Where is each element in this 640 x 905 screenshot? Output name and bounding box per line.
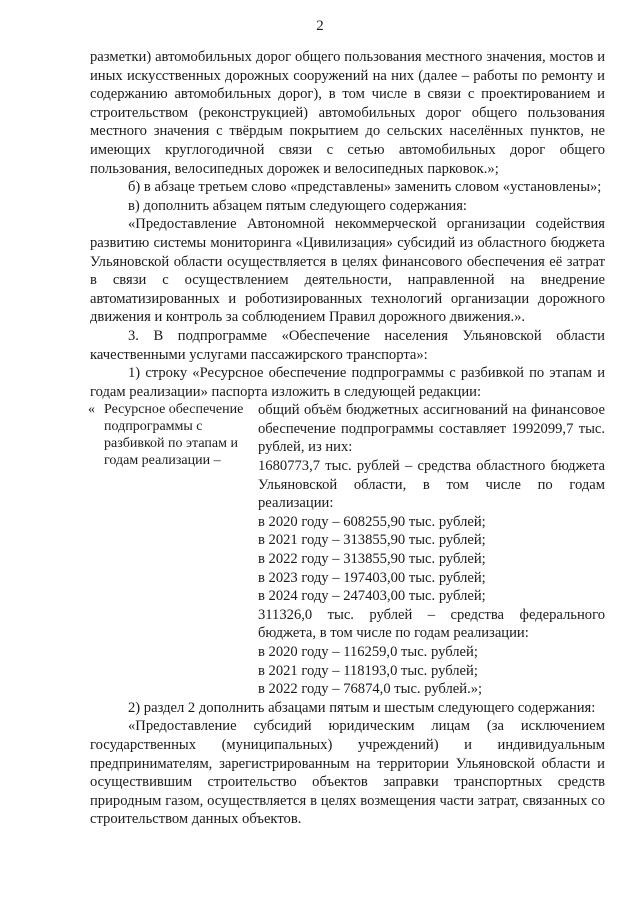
funding-year-row: в 2020 году – 116259,0 тыс. рублей; xyxy=(258,644,478,660)
funding-year-row: в 2024 году – 247403,00 тыс. рублей; xyxy=(258,588,486,605)
label-dash: – xyxy=(213,453,221,469)
funding-year-row: в 2021 году – 313855,90 тыс. рублей; xyxy=(258,532,486,549)
paragraph-item-1: 1) строку «Ресурсное обеспечение подпрограммы с разбивкой по этапам и годам реализации» паспорта изложить в следующей редакции: xyxy=(90,365,605,400)
paragraph-quote-civilization: «Предоставление Автономной некоммерческой организации содействия развитию системы мониторинга «Цивилизация» субсидий из областного бюджета Ульяновской области осуществляется в целях финансового обеспечения её затрат в связи с осуществлением деятельности, направленной на внедрение автоматизированных и роботизированных технологий организации дорожного движения и контроль за соблюдением Правил дорожного движения.». xyxy=(90,216,605,326)
opening-quote: « xyxy=(88,402,95,418)
funding-year-row: в 2021 году – 118193,0 тыс. рублей; xyxy=(258,662,478,679)
passport-table xyxy=(90,401,605,699)
passport-table-value-cell xyxy=(250,401,605,699)
funding-year-row: в 2022 году – 313855,90 тыс. рублей; xyxy=(258,551,486,568)
funding-year-row: в 2022 году – 76874,0 тыс. рублей.»; xyxy=(258,681,483,698)
passport-table-label-cell xyxy=(90,401,250,699)
funding-federal: 311326,0 тыс. рублей – средства федерального бюджета, в том числе по годам реализации: xyxy=(258,606,605,642)
paragraph-section-3: 3. В подпрограмме «Обеспечение населения Ульяновской области качественными услугами пассажирского транспорта»: xyxy=(90,327,605,363)
page-number: 2 xyxy=(316,18,324,34)
paragraph-item-v: в) дополнить абзацем пятым следующего содержания: xyxy=(128,197,467,214)
funding-regional: 1680773,7 тыс. рублей – средства областного бюджета Ульяновской области, в том числе по годам реализации: xyxy=(258,458,605,512)
funding-total: общий объём бюджетных ассигнований на финансовое обеспечение подпрограммы составляет 1992099,7 тыс. рублей, из них: xyxy=(258,402,605,456)
funding-year-row: в 2023 году – 197403,00 тыс. рублей; xyxy=(258,569,486,586)
paragraph-item-2: 2) раздел 2 дополнить абзацами пятым и шестым следующего содержания: xyxy=(128,699,596,716)
funding-year-row: в 2020 году – 608255,90 тыс. рублей; xyxy=(258,513,486,530)
document-body xyxy=(90,48,605,829)
passport-table-label: Ресурсное обеспечение подпрограммы с разбивкой по этапам и годам реализации xyxy=(104,402,244,469)
paragraph-item-b: б) в абзаце третьем слово «представлены» заменить словом «установлены»; xyxy=(128,179,602,196)
paragraph-quote-subsidies: «Предоставление субсидий юридическим лицам (за исключением государственных (муниципальных) учреждений) и индивидуальным предпринимателям, зарегистрированным на территории Ульяновской области и осуществившим строительство объектов заправки транспортных средств природным газом, осуществляется в целях возмещения части затрат, связанных со строительством данных объектов. xyxy=(90,718,605,828)
paragraph-continuation: разметки) автомобильных дорог общего пользования местного значения, мостов и иных искусственных дорожных сооружений на них (далее – работы по ремонту и содержанию автомобильных дорог), в том числе в связи с проектированием и строительством (реконструкцией) автомобильных дорог общего пользования местного значения с твёрдым покрытием до сельских населённых пунктов, не имеющих круглогодичной связи с сетью автомобильных дорог общего пользования, велосипедных дорожек и велосипедных парковок.»; xyxy=(90,49,605,177)
